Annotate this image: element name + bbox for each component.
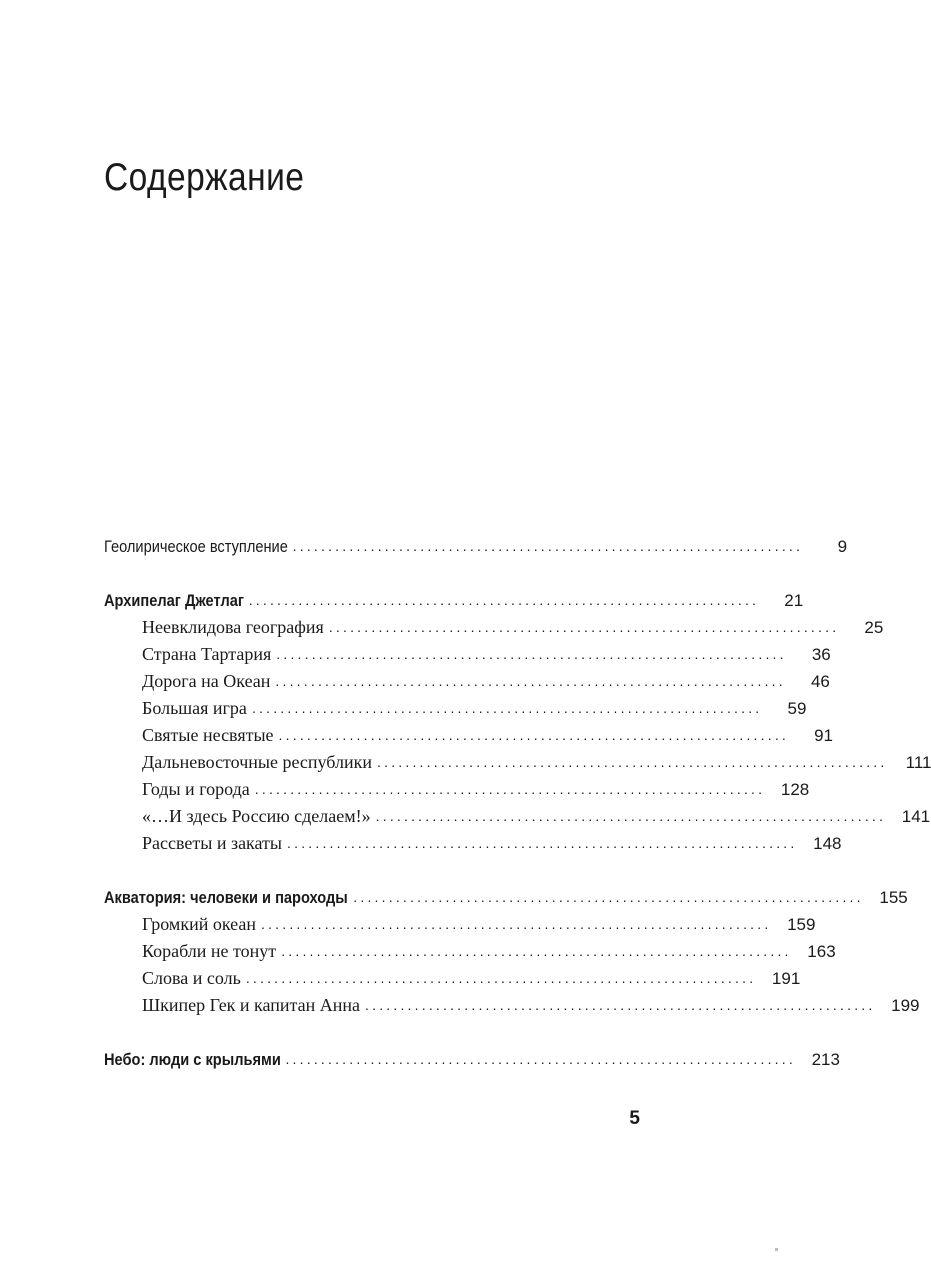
toc-entry-label: Неевклидова география <box>142 617 324 637</box>
toc-entry-chapter[interactable] <box>104 695 807 722</box>
toc-entry-chapter[interactable] <box>104 803 931 830</box>
toc-page-number: 155 <box>879 888 908 907</box>
toc-page-number: 148 <box>813 834 842 853</box>
dot-leader: ........................................................................ <box>287 835 798 851</box>
dot-leader: ........................................................................ <box>275 673 786 689</box>
dot-leader: ........................................................................ <box>328 619 840 635</box>
toc-entry-chapter[interactable] <box>104 749 931 776</box>
table-of-contents <box>104 533 931 1073</box>
dot-leader: ........................................................................ <box>251 700 763 716</box>
section-spacer <box>104 1019 637 1046</box>
toc-entry-part[interactable] <box>104 884 908 911</box>
toc-entry-chapter[interactable] <box>104 722 834 749</box>
toc-entry-label: Годы и города <box>142 779 250 799</box>
toc-entry-label: Шкипер Гек и капитан Анна <box>142 995 361 1015</box>
toc-entry-label: Рассветы и закаты <box>142 833 283 853</box>
toc-entry-label: Геолирическое вступление <box>104 537 288 556</box>
dot-leader: ........................................................................ <box>248 592 760 608</box>
toc-entry-chapter[interactable] <box>104 992 920 1019</box>
toc-page-number: 21 <box>784 591 804 610</box>
page-number: 5 <box>629 1108 640 1129</box>
toc-page-number: 91 <box>814 726 834 745</box>
toc-page-number: 163 <box>807 942 836 961</box>
dot-leader: ........................................................................ <box>278 727 790 743</box>
toc-entry-label: Корабли не тонут <box>142 941 277 961</box>
toc-entry-label: Громкий океан <box>142 914 256 934</box>
toc-page-number: 141 <box>901 807 931 826</box>
toc-entry-label: Акватория: человеки и пароходы <box>104 888 348 907</box>
toc-entry-chapter[interactable] <box>104 614 884 641</box>
section-spacer <box>104 857 637 884</box>
toc-page-number: 191 <box>771 969 801 988</box>
toc-page-number: 9 <box>837 537 848 556</box>
toc-page-number: 59 <box>787 699 807 718</box>
toc-page-number: 159 <box>787 915 816 934</box>
dot-leader: ........................................................................ <box>260 916 772 932</box>
toc-page-number: 128 <box>780 780 810 799</box>
print-mark <box>775 1248 778 1251</box>
dot-leader: ........................................................................ <box>285 1051 796 1067</box>
toc-page-number: 25 <box>864 618 884 637</box>
toc-entry-chapter[interactable] <box>104 668 830 695</box>
dot-leader: ........................................................................ <box>254 781 766 797</box>
dot-leader: ........................................................................ <box>281 943 792 959</box>
toc-entry-label: Дорога на Океан <box>142 671 271 691</box>
toc-page-number: 199 <box>891 996 920 1015</box>
page-title: Содержание <box>104 156 305 199</box>
toc-entry-intro[interactable] <box>104 533 848 560</box>
toc-entry-chapter[interactable] <box>104 830 842 857</box>
toc-entry-part[interactable] <box>104 587 804 614</box>
toc-entry-chapter[interactable] <box>104 938 836 965</box>
toc-entry-label: Святые несвятые <box>142 725 274 745</box>
toc-entry-label: «…И здесь Россию сделаем!» <box>142 806 371 826</box>
dot-leader: ........................................................................ <box>353 889 864 905</box>
toc-page-number: 213 <box>811 1050 840 1069</box>
toc-entry-chapter[interactable] <box>104 911 816 938</box>
dot-leader: ........................................................................ <box>375 808 887 824</box>
dot-leader: ........................................................................ <box>276 646 787 662</box>
toc-entry-label: Большая игра <box>142 698 247 718</box>
toc-entry-chapter[interactable] <box>104 965 801 992</box>
toc-entry-label: Слова и соль <box>142 968 241 988</box>
dot-leader: ........................................................................ <box>292 538 804 554</box>
dot-leader: ........................................................................ <box>377 754 888 770</box>
toc-page-number: 36 <box>811 645 831 664</box>
toc-page-number: 111 <box>905 753 931 772</box>
toc-entry-label: Дальневосточные республики <box>142 752 373 772</box>
toc-entry-part[interactable] <box>104 1046 840 1073</box>
section-spacer <box>104 560 637 587</box>
toc-entry-label: Небо: люди с крыльями <box>104 1050 281 1069</box>
toc-page-number: 46 <box>810 672 830 691</box>
toc-entry-chapter[interactable] <box>104 641 831 668</box>
dot-leader: ........................................................................ <box>245 970 757 986</box>
dot-leader: ........................................................................ <box>365 997 876 1013</box>
toc-entry-chapter[interactable] <box>104 776 810 803</box>
toc-entry-label: Страна Тартария <box>142 644 272 664</box>
toc-entry-label: Архипелаг Джетлаг <box>104 591 244 610</box>
